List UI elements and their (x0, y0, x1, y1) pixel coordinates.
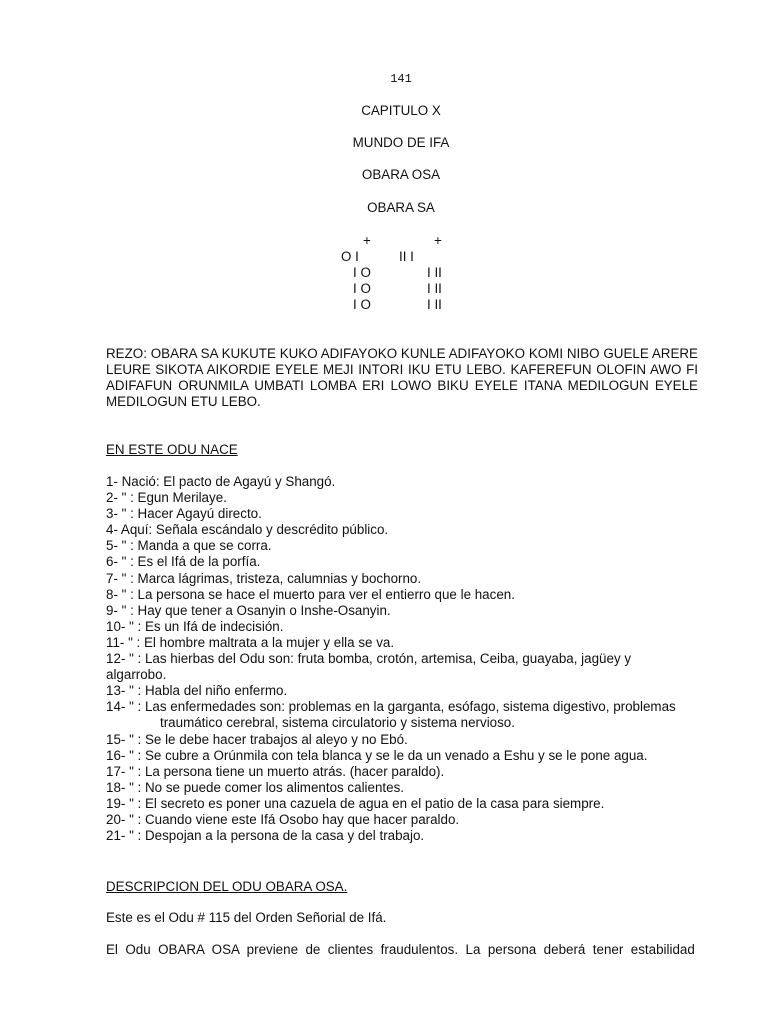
list-item: 7- " : Marca lágrimas, tristeza, calumnias y bochorno. (106, 570, 422, 586)
rezo-paragraph: REZO: OBARA SA KUKUTE KUKO ADIFAYOKO KUNLE ADIFAYOKO KOMI NIBO GUELE ARERE LEURE SIKOTA AIKORDIE EYELE MEJI INTORI IKU ETU LEBO. KAFEREFUN OLOFIN AWO FI ADIFAFUN ORUNMILA UMBATI LOMBA ERI LOWO BIKU EYELE ITANA MEDILOGUN EYELE MEDILOGUN ETU LEBO. (106, 346, 698, 409)
odu-alias: OBARA SA (367, 200, 435, 215)
list-item: 5- " : Manda a que se corra. (106, 538, 272, 554)
chapter-subtitle: MUNDO DE IFA (352, 135, 450, 150)
section-heading-descripcion: DESCRIPCION DEL ODU OBARA OSA. (106, 879, 348, 894)
list-item: 4- Aquí: Señala escándalo y descrédito público. (106, 522, 389, 538)
list-item: 17- " : La persona tiene un muerto atrás. (hacer paraldo). (106, 763, 445, 779)
nace-list (106, 474, 698, 844)
page-number: 141 (390, 72, 412, 86)
list-item: 12- " : Las hierbas del Odu son: fruta bomba, crotón, artemisa, Ceiba, guayaba, jagüey y (106, 651, 632, 667)
sign-right: II I (399, 249, 414, 264)
sign-right: I II (427, 265, 442, 280)
sign-left: I O (353, 265, 371, 280)
list-item: 21- " : Despojan a la persona de la casa y del trabajo. (106, 828, 425, 844)
list-item: 6- " : Es el Ifá de la porfía. (106, 554, 261, 570)
list-item: 10- " : Es un Ifá de indecisión. (106, 618, 284, 634)
list-item: 9- " : Hay que tener a Osanyin o Inshe-Osanyin. (106, 602, 391, 618)
sign-row (336, 297, 476, 313)
list-item: 15- " : Se le debe hacer trabajos al aleyo y no Ebó. (106, 731, 408, 747)
list-item-continuation: traumático cerebral, sistema circulatorio y sistema nervioso. (160, 715, 515, 731)
sign-row (336, 249, 476, 265)
chapter-title: CAPITULO X (361, 103, 441, 118)
list-item: 20- " : Cuando viene este Ifá Osobo hay que hacer paraldo. (106, 811, 460, 827)
list-item: 11- " : El hombre maltrata a la mujer y ella se va. (106, 634, 395, 650)
list-item-continuation: algarrobo. (106, 667, 167, 683)
sign-right: + (434, 233, 442, 248)
list-item: 16- " : Se cubre a Orúnmila con tela blanca y se le da un venado a Eshu y se le pone agua. (106, 747, 648, 763)
section-heading-nace: EN ESTE ODU NACE (106, 442, 238, 457)
sign-row (336, 233, 476, 249)
sign-right: I II (427, 281, 442, 296)
list-item: 1- Nació: El pacto de Agayú y Shangó. (106, 474, 336, 489)
list-item: 18- " : No se puede comer los alimentos calientes. (106, 779, 405, 795)
list-item: 8- " : La persona se hace el muerto para ver el entierro que le hacen. (106, 586, 515, 602)
list-item: 13- " : Habla del niño enfermo. (106, 683, 288, 699)
list-item: 2- " : Egun Merilaye. (106, 490, 227, 506)
list-item: 19- " : El secreto es poner una cazuela de agua en el patio de la casa para siempre. (106, 795, 605, 811)
odu-signs (336, 233, 476, 313)
sign-right: I II (427, 297, 442, 312)
sign-left: O I (341, 249, 359, 264)
description-paragraph-2: El Odu OBARA OSA previene de clientes fraudulentos. La persona deberá tener estabilidad (106, 942, 695, 957)
sign-left: I O (353, 281, 371, 296)
list-item: 14- " : Las enfermedades son: problemas en la garganta, esófago, sistema digestivo, problemas (106, 699, 676, 715)
sign-row (336, 281, 476, 297)
sign-left: I O (353, 297, 371, 312)
odu-name: OBARA OSA (361, 167, 441, 182)
sign-row (336, 265, 476, 281)
description-paragraph-1: Este es el Odu # 115 del Orden Señorial de Ifá. (106, 910, 387, 925)
sign-left: + (363, 233, 371, 248)
list-item: 3- " : Hacer Agayú directo. (106, 506, 262, 522)
